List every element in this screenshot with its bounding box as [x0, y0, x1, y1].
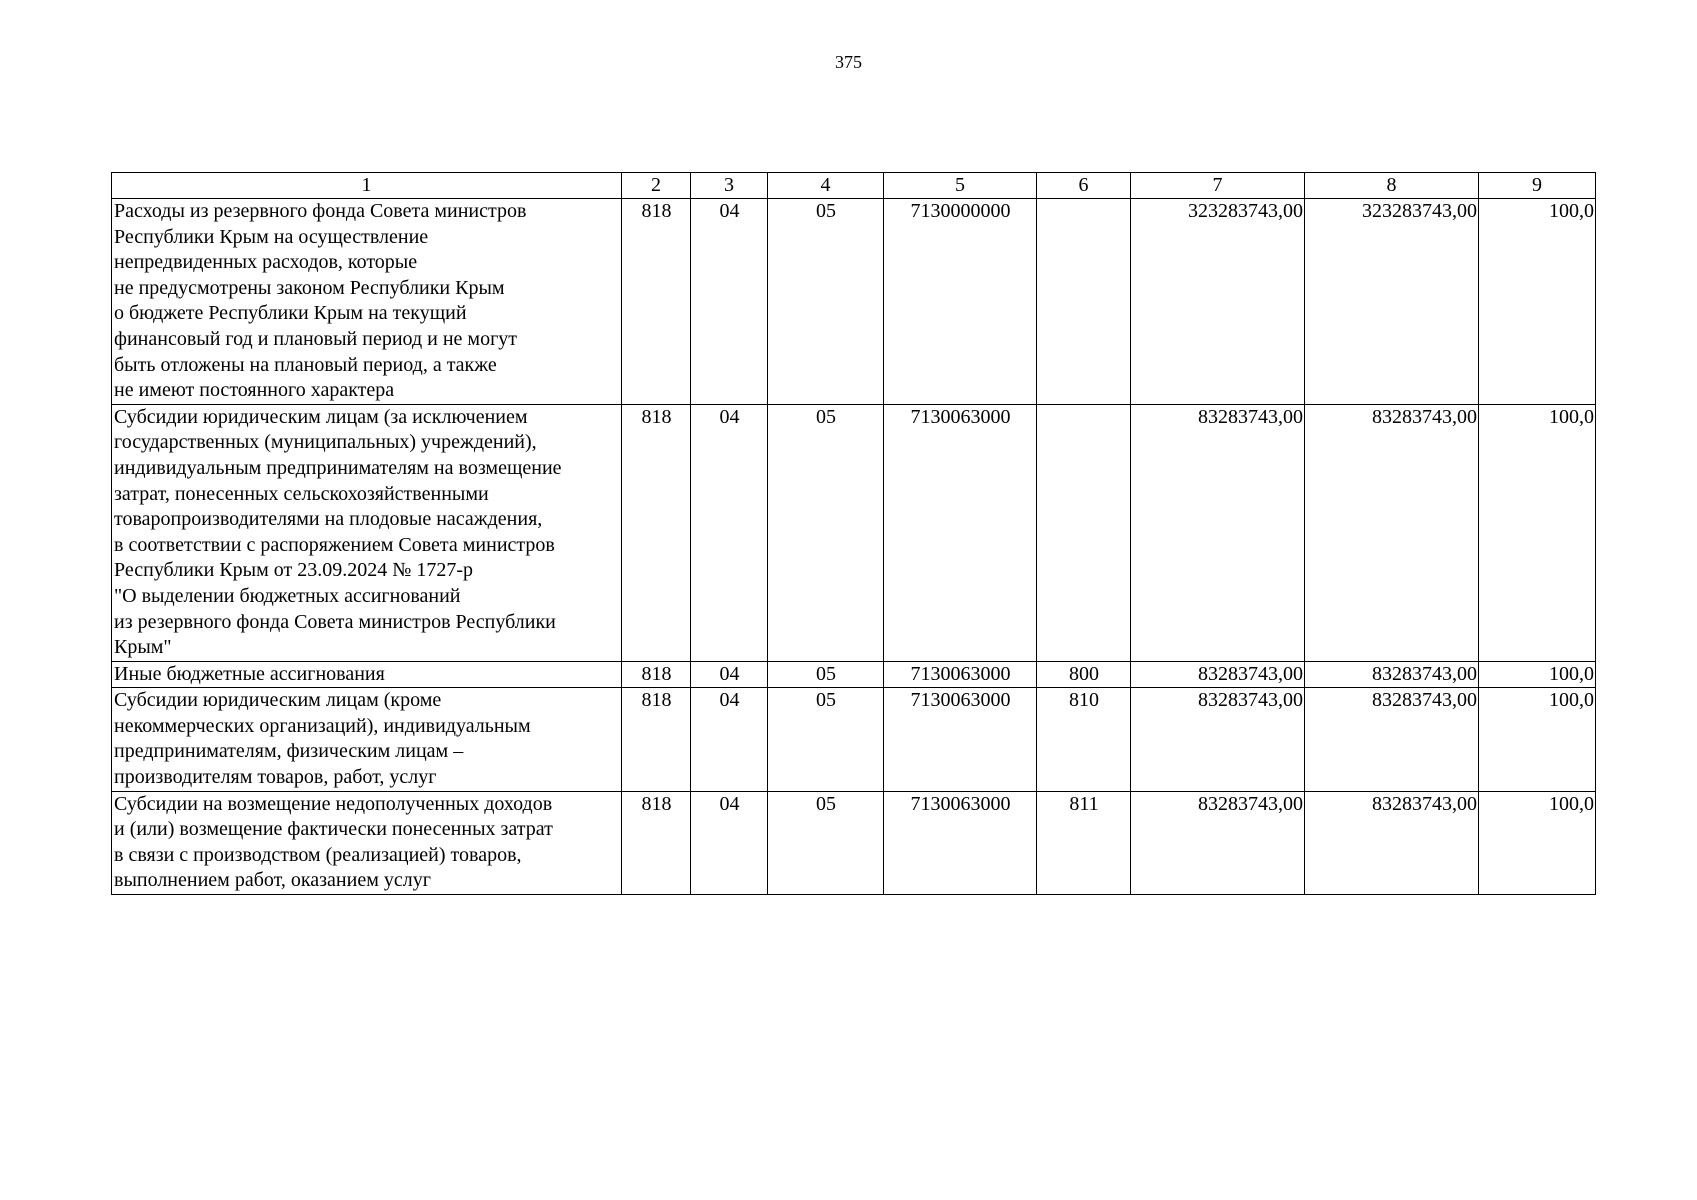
- column-header-1: 1: [112, 173, 622, 199]
- executed-amount: 83283743,00: [1305, 791, 1479, 894]
- header-row: [112, 173, 1596, 199]
- column-header-8: 8: [1305, 173, 1479, 199]
- execution-percent: 100,0: [1479, 661, 1596, 688]
- subsection-code: 05: [768, 661, 884, 688]
- executed-amount: 83283743,00: [1305, 688, 1479, 791]
- target-item-code: 7130063000: [884, 688, 1037, 791]
- table-row: [112, 661, 1596, 688]
- column-header-5: 5: [884, 173, 1037, 199]
- expense-name: Субсидии на возмещение недополученных доходов и (или) возмещение фактически понесенных затрат в связи с производством (реализацией) товаров, выполнением работ, оказанием услуг: [112, 791, 622, 894]
- target-item-code: 7130063000: [884, 661, 1037, 688]
- column-header-4: 4: [768, 173, 884, 199]
- target-item-code: 7130063000: [884, 404, 1037, 661]
- subsection-code: 05: [768, 791, 884, 894]
- section-code: 04: [691, 404, 768, 661]
- executed-amount: 323283743,00: [1305, 199, 1479, 405]
- page-number: 375: [835, 52, 862, 72]
- section-code: 04: [691, 688, 768, 791]
- executed-amount: 83283743,00: [1305, 404, 1479, 661]
- section-code: 04: [691, 199, 768, 405]
- column-header-6: 6: [1037, 173, 1131, 199]
- expense-type-code: 810: [1037, 688, 1131, 791]
- executed-amount: 83283743,00: [1305, 661, 1479, 688]
- section-code: 04: [691, 791, 768, 894]
- planned-amount: 83283743,00: [1131, 661, 1305, 688]
- expense-type-code: [1037, 404, 1131, 661]
- column-header-9: 9: [1479, 173, 1596, 199]
- execution-percent: 100,0: [1479, 688, 1596, 791]
- expense-name: Субсидии юридическим лицам (кроме некоммерческих организаций), индивидуальным предпринимателям, физическим лицам – производителям товаров, работ, услуг: [112, 688, 622, 791]
- execution-percent: 100,0: [1479, 404, 1596, 661]
- subsection-code: 05: [768, 199, 884, 405]
- subsection-code: 05: [768, 688, 884, 791]
- expense-type-code: 800: [1037, 661, 1131, 688]
- planned-amount: 83283743,00: [1131, 688, 1305, 791]
- planned-amount: 323283743,00: [1131, 199, 1305, 405]
- subsection-code: 05: [768, 404, 884, 661]
- expense-type-code: [1037, 199, 1131, 405]
- execution-percent: 100,0: [1479, 791, 1596, 894]
- target-item-code: 7130000000: [884, 199, 1037, 405]
- column-header-2: 2: [622, 173, 691, 199]
- table-row: [112, 404, 1596, 661]
- column-header-7: 7: [1131, 173, 1305, 199]
- execution-percent: 100,0: [1479, 199, 1596, 405]
- table-body: [112, 199, 1596, 895]
- target-item-code: 7130063000: [884, 791, 1037, 894]
- column-header-3: 3: [691, 173, 768, 199]
- expense-name: Субсидии юридическим лицам (за исключением государственных (муниципальных) учреждений), индивидуальным предпринимателям на возмещение затрат, понесенных сельскохозяйственными товаропроизводителями на плодовые насаждения, в соответствии с распоряжением Совета министров Республики Крым от 23.09.2024 № 1727-р "О выделении бюджетных ассигнований из резервного фонда Совета министров Республики Крым": [112, 404, 622, 661]
- ministry-code: 818: [622, 791, 691, 894]
- ministry-code: 818: [622, 688, 691, 791]
- ministry-code: 818: [622, 404, 691, 661]
- section-code: 04: [691, 661, 768, 688]
- table-row: [112, 791, 1596, 894]
- expense-name: Расходы из резервного фонда Совета министров Республики Крым на осуществление непредвиденных расходов, которые не предусмотрены законом Республики Крым о бюджете Республики Крым на текущий финансовый год и плановый период и не могут быть отложены на плановый период, а также не имеют постоянного характера: [112, 199, 622, 405]
- table-row: [112, 199, 1596, 405]
- ministry-code: 818: [622, 661, 691, 688]
- planned-amount: 83283743,00: [1131, 404, 1305, 661]
- ministry-code: 818: [622, 199, 691, 405]
- table-row: [112, 688, 1596, 791]
- table-header: [112, 173, 1596, 199]
- expense-type-code: 811: [1037, 791, 1131, 894]
- planned-amount: 83283743,00: [1131, 791, 1305, 894]
- expense-name: Иные бюджетные ассигнования: [112, 661, 622, 688]
- budget-table: [111, 172, 1596, 895]
